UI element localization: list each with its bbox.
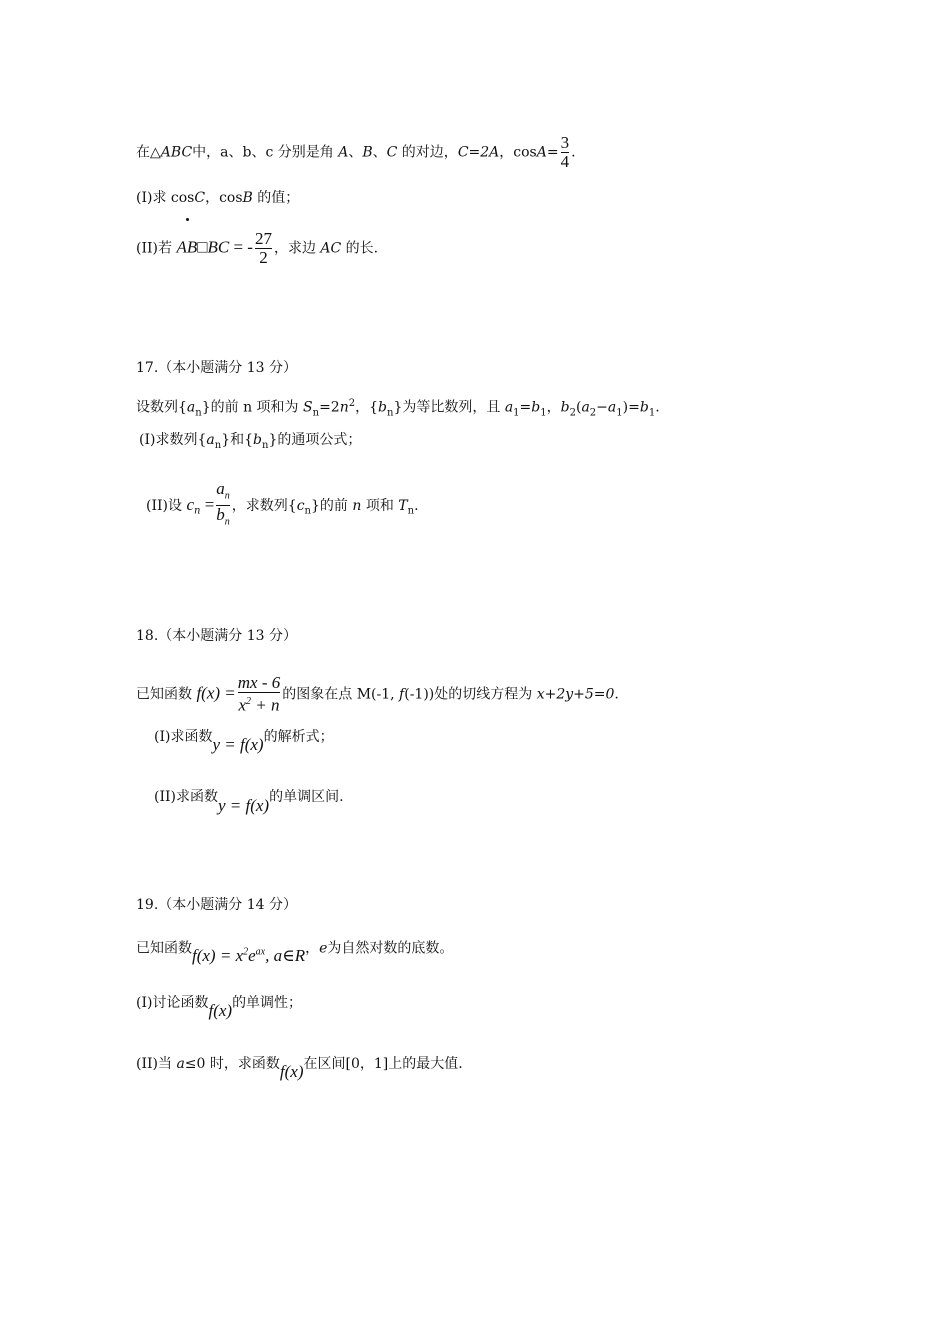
problem16-part1: (I)求 cosC，cosB 的值；	[136, 190, 300, 206]
fraction-3-4: $\frac{3}{4}$	[560, 133, 570, 171]
problem18-part2: (II)求函数y = f(x)的单调区间.	[154, 789, 344, 815]
vector-dot-mark	[186, 218, 189, 221]
fraction-an-bn: $\frac{a_n}{b_n}$	[216, 479, 230, 528]
problem16-intro: 在△ABC中，a、b、c 分别是角 A、B、C 的对边，C=2A，cosA= $\frac{3}{4}$ .	[136, 133, 576, 171]
problem19-part1: (I)讨论函数f(x)的单调性；	[136, 995, 303, 1020]
problem19-part2: (II)当 a≤0 时，求函数f(x)在区间[0，1]上的最大值.	[136, 1056, 463, 1081]
problem17-part2: (II)设 $c_n$ = $\frac{a_n}{b_n}$ ，求数列$\{c_n\}$的前 n 项和 $T_n$.	[146, 480, 419, 532]
problem17-part1: (I)求数列$\{a_n\}$和$\{b_n\}$的通项公式；	[139, 432, 362, 451]
problem17-intro: 设数列$\{a_n\}$的前 n 项和为 $S_n=2n^2$，$\{b_n\}$为等比数列，且 $a_1=b_1$，$b_2(a_2-a_1)=b_1$.	[136, 398, 660, 419]
problem17-header: 17.（本小题满分 13 分）	[136, 360, 297, 376]
problem18-header: 18.（本小题满分 13 分）	[136, 628, 297, 644]
problem19-header: 19.（本小题满分 14 分）	[136, 897, 297, 913]
fraction-function: $\frac{mx - 6}{x^2 + n}$	[237, 673, 281, 715]
problem18-part1: (I)求函数y = f(x)的解析式；	[154, 729, 334, 754]
problem18-intro: 已知函数 f(x) = $\frac{mx - 6}{x^2 + n}$ 的图象在点 M(-1, f(-1))处的切线方程为 x+2y+5=0.	[136, 673, 619, 715]
problem19-intro: 已知函数$f(x) = x^2e^{ax}$, a∈R，e为自然对数的底数。	[136, 940, 454, 965]
fraction-27-2: $\frac{27}{2}$	[254, 229, 272, 267]
problem16-part2: (II)若 AB□BC = - $\frac{27}{2}$ ，求边 AC 的长.	[136, 229, 379, 267]
